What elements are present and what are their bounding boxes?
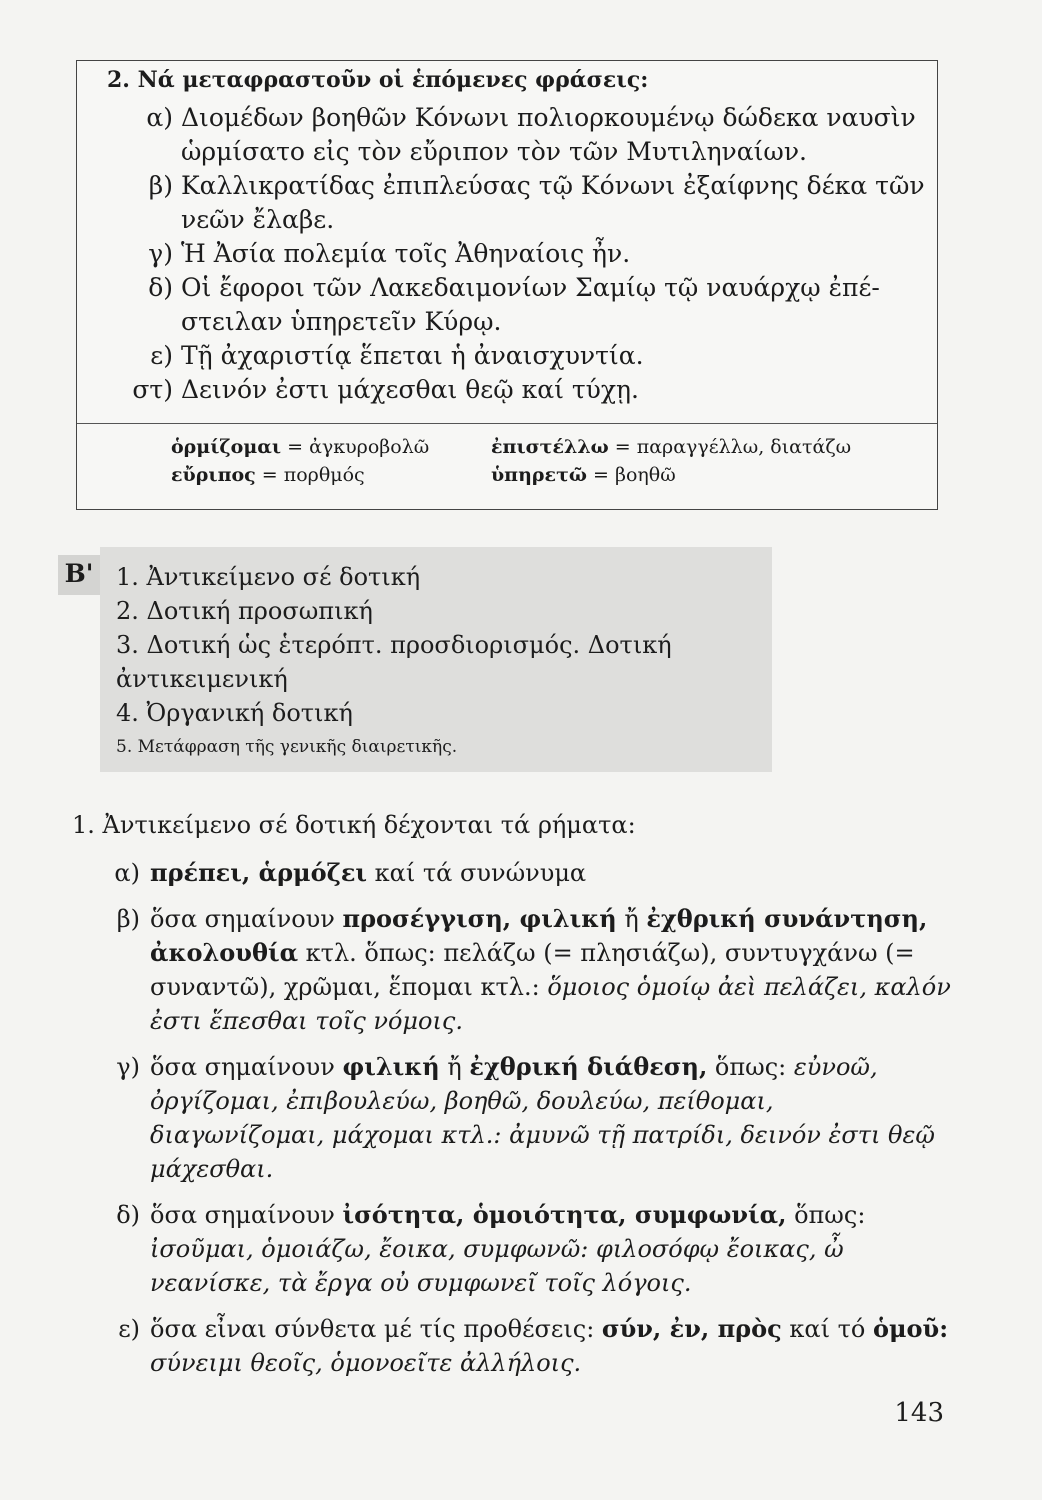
exercise-box <box>76 60 938 510</box>
rule-e: ε) ὅσα εἶναι σύνθετα μέ τίς προθέσεις: σύν, ἐν, πρὸς καί τό ὁμοῦ: σύνειμι θεοῖς, ὁμονοεῖτε ἀλλήλοις. <box>118 1314 949 1377</box>
sentence-st: στ) Δεινόν ἐστι μάχεσθαι θεῷ καί τύχῃ. <box>132 375 639 404</box>
main-text <box>72 808 952 1392</box>
sentence-b: β) Καλλικρατίδας ἐπιπλεύσας τῷ Κόνωνι ἐξαίφνης δέκα τῶν νεῶν ἔλαβε. <box>148 171 925 234</box>
main-intro: 1. Ἀντικείμενο σέ δοτική δέχονται τά ρήματα: <box>72 811 636 839</box>
rule-a: α) πρέπει, ἁρμόζει καί τά συνώνυμα <box>114 858 587 887</box>
glossary-left: ὁρμίζομαι = ἀγκυροβολῶ εὔριπος = πορθμός <box>171 436 430 486</box>
section-marker: Β' <box>58 555 100 595</box>
sentence-list <box>95 101 935 407</box>
exercise-heading: 2. Νά μεταφραστοῦν οἱ ἑπόμενες φράσεις: <box>107 67 649 93</box>
section-toc: 1. Ἀντικείμενο σέ δοτική 2. Δοτική προσωπική 3. Δοτική ὡς ἑτερόπτ. προσδιορισμός. Δοτική ἀντικειμενική 4. Ὀργανική δοτική 5. Μετάφραση τῆς γενικῆς διαιρετικῆς. <box>116 563 672 757</box>
rule-c: γ) ὅσα σημαίνουν φιλική ἤ ἐχθρική διάθεση, ὅπως: εὐνοῶ, ὀργίζομαι, ἐπιβουλεύω, βοηθῶ, δουλεύω, πείθομαι, διαγωνίζομαι, μάχομαι κτλ.: ἀμυνῶ τῇ πατρίδι, δεινόν ἐστι θεῷ μάχεσθαι. <box>116 1052 935 1183</box>
page-number: 143 <box>894 1398 944 1428</box>
sentence-a: α) Διομέδων βοηθῶν Κόνωνι πολιορκουμένῳ δώδεκα ναυσὶν ὡρμίσατο εἰς τὸν εὔριπον τὸν τῶν Μυτιληναίων. <box>146 103 916 166</box>
glossary-right: ἐπιστέλλω = παραγγέλλω, διατάζω ὑπηρετῶ = βοηθῶ <box>491 436 852 486</box>
rule-b: β) ὅσα σημαίνουν προσέγγιση, φιλική ἤ ἐχθρική συνάντηση, ἀκολουθία κτλ. ὅπως: πελάζω (= πλησιάζω), συντυγχάνω (= συναντῶ), χρῶμαι, ἕπομαι κτλ.: ὅμοιος ὁμοίῳ ἀεὶ πελάζει, καλόν ἐστι ἕπεσθαι τοῖς νόμοις. <box>116 904 951 1035</box>
sentence-c: γ) Ἡ Ἀσία πολεμία τοῖς Ἀθηναίοις ἦν. <box>148 239 631 268</box>
divider <box>77 423 937 424</box>
rule-d: δ) ὅσα σημαίνουν ἰσότητα, ὁμοιότητα, συμφωνία, ὅπως: ἰσοῦμαι, ὁμοιάζω, ἔοικα, συμφωνῶ: φιλοσόφῳ ἔοικας, ὦ νεανίσκε, τὰ ἔργα οὐ συμφωνεῖ τοῖς λόγοις. <box>116 1200 866 1297</box>
sentence-d: δ) Οἱ ἔφοροι τῶν Λακεδαιμονίων Σαμίῳ τῷ ναυάρχῳ ἐπέ- στειλαν ὑπηρετεῖν Κύρῳ. <box>148 273 880 336</box>
sentence-e: ε) Τῇ ἀχαριστίᾳ ἕπεται ἡ ἀναισχυντία. <box>150 341 644 370</box>
